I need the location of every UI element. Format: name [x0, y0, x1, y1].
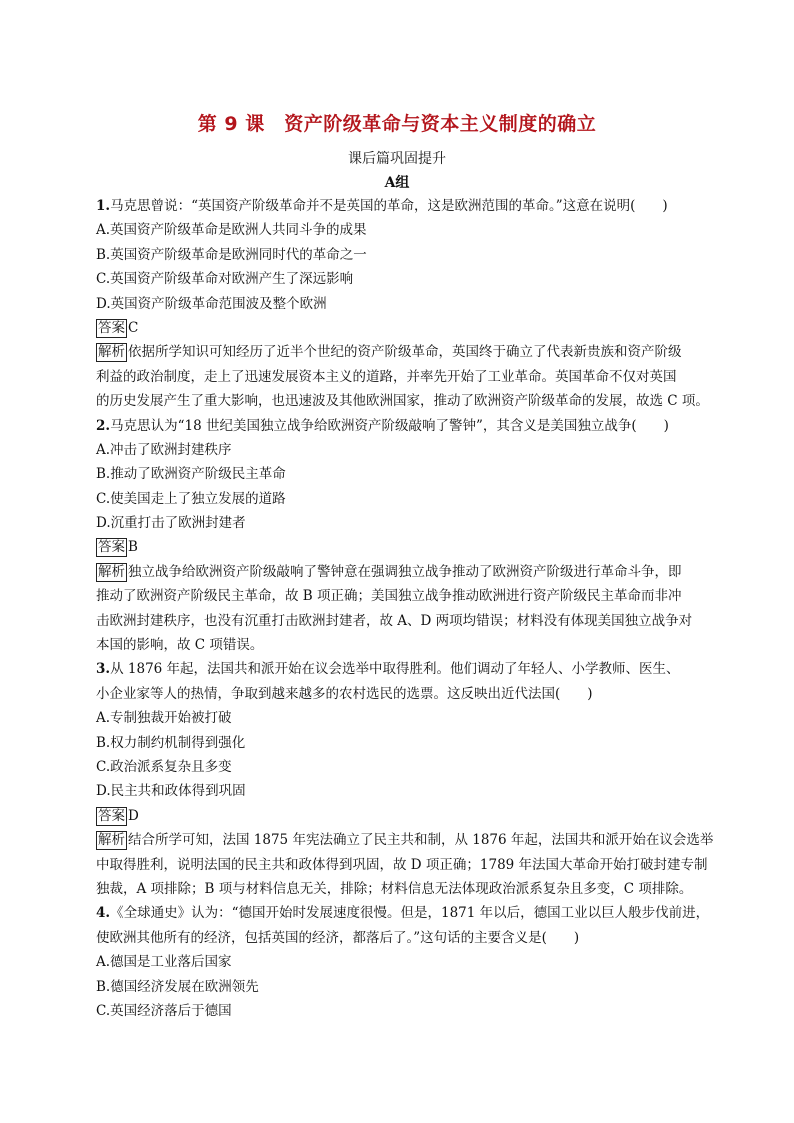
- answer-tag: 答案: [98, 319, 125, 336]
- question-1-analysis-line: 解析 依据所学知识可知经历了近半个世纪的资产阶级革命，英国终于确立了代表新贵族和资产阶级: [98, 344, 682, 361]
- question-1-analysis-line: 利益的政治制度，走上了迅速发展资本主义的道路，并率先开始了工业革命。英国革命不仅对英国: [96, 368, 677, 385]
- question-3-option-d: D.民主共和政体得到巩固: [96, 783, 246, 800]
- question-number: 1.: [96, 198, 111, 214]
- question-1-option-d: D.英国资产阶级革命范围波及整个欧洲: [96, 295, 327, 312]
- question-4-stem: 使欧洲其他所有的经济，包括英国的经济，都落后了。”这句话的主要含义是( ): [96, 929, 580, 946]
- section-subtitle: 课后篇巩固提升: [348, 151, 446, 167]
- question-1-option-a: A.英国资产阶级革命是欧洲人共同斗争的成果: [96, 222, 367, 239]
- question-1-stem: 1.马克思曾说：“英国资产阶级革命并不是英国的革命，这是欧洲范围的革命。”这意在说明( ): [96, 198, 668, 214]
- question-2-answer: [96, 535, 716, 559]
- question-2-option-b: B.推动了欧洲资产阶级民主革命: [96, 466, 286, 483]
- answer-value: C: [128, 319, 139, 336]
- question-3-analysis-line: 独裁，A 项排除；B 项与材料信息无关，排除；材料信息无法体现政治派系复杂且多变，C 项排除。: [96, 880, 693, 897]
- analysis-tag: 解析: [98, 832, 125, 849]
- question-3-stem: 小企业家等人的热情，争取到越来越多的农村选民的选票。这反映出近代法国( ): [96, 685, 593, 702]
- question-number: 2.: [96, 417, 111, 434]
- question-2-stem: 2.马克思认为“18 世纪美国独立战争给欧洲资产阶级敲响了警钟”，其含义是美国独立战争( ): [96, 417, 669, 434]
- question-4-option-c: C.英国经济落后于德国: [96, 1002, 232, 1019]
- question-4-stem: 4.《全球通史》认为：“德国开始时发展速度很慢。但是，1871 年以后，德国工业以巨人般步伐前进，: [96, 905, 710, 922]
- question-2-option-a: A.冲击了欧洲封建秩序: [96, 441, 232, 458]
- question-2-option-c: C.使美国走上了独立发展的道路: [96, 490, 286, 507]
- analysis-tag: 解析: [98, 563, 125, 580]
- question-1-option-c: C.英国资产阶级革命对欧洲产生了深远影响: [96, 271, 354, 288]
- answer-value: B: [128, 539, 138, 556]
- question-4-option-a: A.德国是工业落后国家: [96, 954, 232, 971]
- question-2-analysis-line: 本国的影响，故 C 项错误。: [96, 637, 264, 654]
- question-3-analysis-line: 解析 结合所学可知，法国 1875 年宪法确立了民主共和制，从 1876 年起，法国共和派开始在议会选举: [98, 832, 714, 849]
- question-2-analysis-line: 击欧洲封建秩序，也没有沉重打击欧洲封建者，故 A、D 两项均错误；材料没有体现美国独立战争对: [96, 612, 693, 629]
- question-3-answer: [96, 804, 716, 828]
- question-2-option-d: D.沉重打击了欧洲封建者: [96, 515, 246, 532]
- question-2-analysis-line: 解析 独立战争给欧洲资产阶级敲响了警钟意在强调独立战争推动了欧洲资产阶级进行革命斗争，即: [98, 563, 682, 580]
- group-label: A组: [384, 175, 410, 191]
- question-3-analysis-line: 中取得胜利，说明法国的民主共和政体得到巩固，故 D 项正确；1789 年法国大革命开始打破封建专制: [96, 856, 708, 873]
- question-3-stem: 3.从 1876 年起，法国共和派开始在议会选举中取得胜利。他们调动了年轻人、小学教师、医生、: [96, 661, 680, 678]
- question-1-answer: [96, 316, 716, 340]
- answer-tag: 答案: [98, 807, 125, 824]
- analysis-tag: 解析: [98, 344, 125, 361]
- question-number: 4.: [96, 905, 111, 922]
- question-number: 3.: [96, 661, 111, 678]
- question-3-option-b: B.权力制约机制得到强化: [96, 734, 246, 751]
- answer-tag: 答案: [98, 539, 125, 556]
- question-1-analysis-line: 的历史发展产生了重大影响，也迅速波及其他欧洲国家，推动了欧洲资产阶级革命的发展，故选 C 项。: [96, 393, 709, 410]
- answer-value: D: [128, 807, 139, 824]
- question-3-option-a: A.专制独裁开始被打破: [96, 710, 232, 727]
- question-2-analysis-line: 推动了欧洲资产阶级民主革命，故 B 项正确；美国独立战争推动欧洲进行资产阶级民主革命而非冲: [96, 588, 682, 605]
- question-4-option-b: B.德国经济发展在欧洲领先: [96, 978, 259, 995]
- question-1-option-b: B.英国资产阶级革命是欧洲同时代的革命之一: [96, 246, 367, 263]
- question-3-option-c: C.政治派系复杂且多变: [96, 758, 232, 775]
- lesson-title: 第 9 课 资产阶级革命与资本主义制度的确立: [197, 113, 597, 135]
- question-list: [96, 194, 716, 1023]
